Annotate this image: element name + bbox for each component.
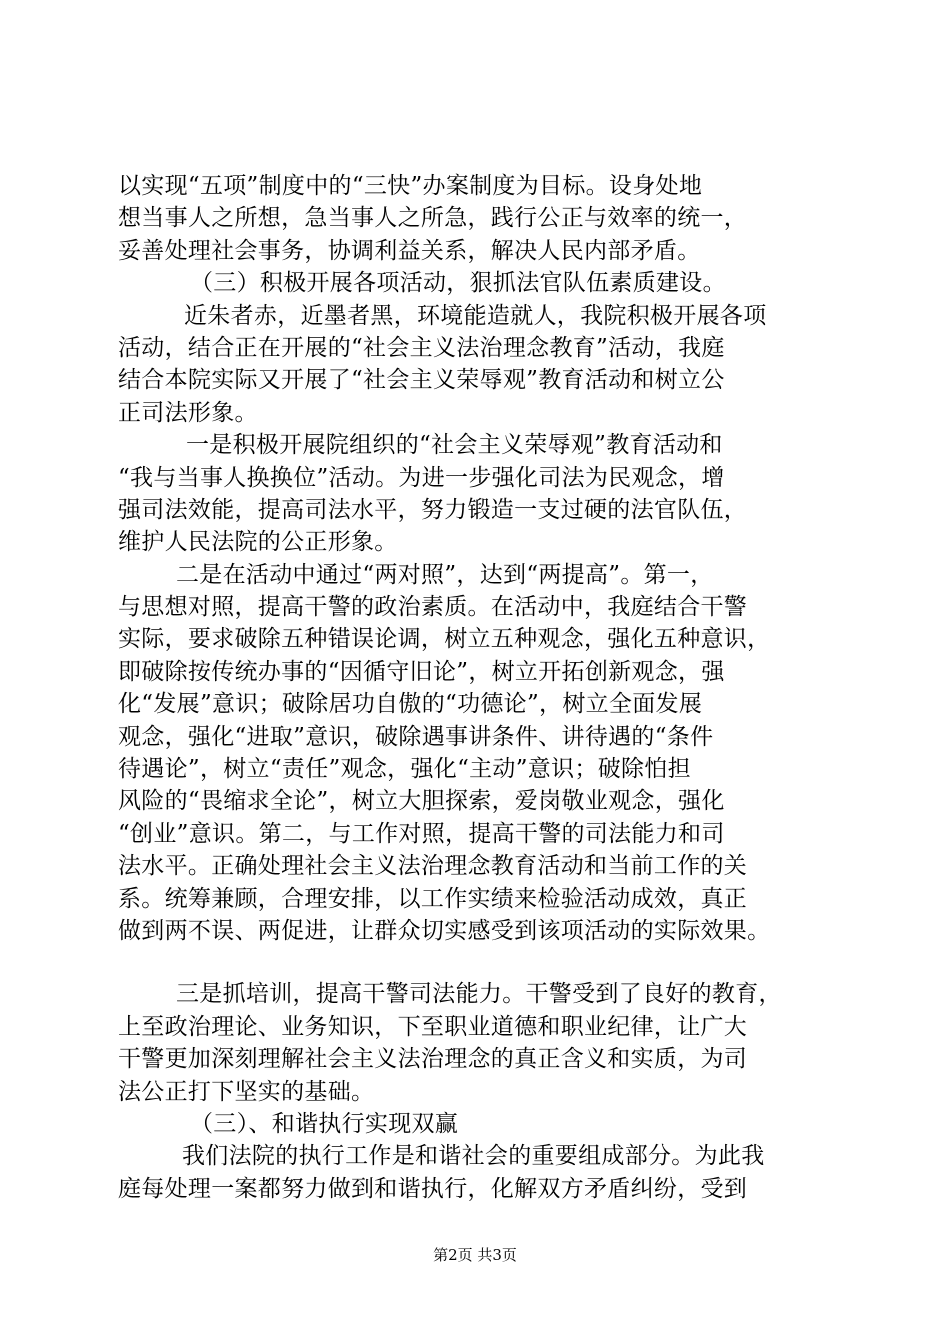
text-line: 法公正打下坚实的基础。	[118, 1078, 375, 1105]
text-line: 上至政治理论、业务知识，下至职业道德和职业纪律，让广大	[118, 1013, 748, 1040]
text-line: 妥善处理社会事务，协调利益关系，解决人民内部矛盾。	[118, 237, 701, 264]
text-line: 做到两不误、两促进，让群众切实感受到该项活动的实际效果。	[118, 917, 771, 944]
text-line: 与思想对照，提高干警的政治素质。在活动中，我庭结合干警	[118, 594, 748, 621]
text-line: 结合本院实际又开展了“社会主义荣辱观”教育活动和树立公	[118, 367, 725, 394]
document-body	[118, 170, 853, 1205]
section-heading: （三）、和谐执行实现双赢	[190, 1110, 459, 1137]
section-heading: （三）积极开展各项活动，狠抓法官队伍素质建设。	[190, 270, 726, 297]
text-line: 强司法效能，提高司法水平，努力锻造一支过硬的法官队伍，	[118, 496, 748, 523]
page-number: 第2页 共3页	[433, 1246, 517, 1264]
text-line: 正司法形象。	[118, 399, 258, 426]
page-footer	[0, 1245, 950, 1265]
text-line: “创业”意识。第二，与工作对照，提高干警的司法能力和司	[118, 820, 725, 847]
text-line: 庭每处理一案都努力做到和谐执行，化解双方矛盾纠纷，受到	[118, 1175, 748, 1202]
text-line: 实际，要求破除五种错误论调，树立五种观念，强化五种意识，	[118, 626, 771, 653]
text-line: 我们法院的执行工作是和谐社会的重要组成部分。为此我	[182, 1143, 765, 1170]
text-line: 三是抓培训，提高干警司法能力。干警受到了良好的教育，	[176, 981, 782, 1008]
text-line: 观念，强化“进取”意识，破除遇事讲条件、讲待遇的“条件	[118, 723, 714, 750]
text-line: 近朱者赤，近墨者黑，环境能造就人，我院积极开展各项	[184, 302, 767, 329]
text-line: 法水平。正确处理社会主义法治理念教育活动和当前工作的关	[118, 853, 748, 880]
text-line: 风险的“畏缩求全论”，树立大胆探索，爱岗敬业观念，强化	[118, 788, 725, 815]
text-line: 以实现“五项”制度中的“三快”办案制度为目标。设身处地	[118, 173, 703, 199]
text-line: 二是在活动中通过“两对照”，达到“两提高”。第一，	[176, 561, 714, 588]
text-line: 一是积极开展院组织的“社会主义荣辱观”教育活动和	[186, 432, 723, 459]
text-line: 活动，结合正在开展的“社会主义法治理念教育”活动，我庭	[118, 334, 725, 361]
text-line: 化“发展”意识；破除居功自傲的“功德论”，树立全面发展	[118, 691, 703, 718]
text-line: 即破除按传统办事的“因循守旧论”，树立开拓创新观念，强	[118, 658, 725, 685]
text-line: “我与当事人换换位”活动。为进一步强化司法为民观念，增	[118, 464, 725, 491]
text-line: 想当事人之所想，急当事人之所急，践行公正与效率的统一，	[118, 205, 748, 232]
text-line: 维护人民法院的公正形象。	[118, 529, 398, 556]
text-line: 待遇论”，树立“责任”观念，强化“主动”意识；破除怕担	[118, 756, 691, 783]
paragraph-gap	[118, 947, 853, 978]
text-line: 干警更加深刻理解社会主义法治理念的真正含义和实质，为司	[118, 1046, 748, 1073]
text-line: 系。统筹兼顾，合理安排，以工作实绩来检验活动成效，真正	[118, 885, 748, 912]
